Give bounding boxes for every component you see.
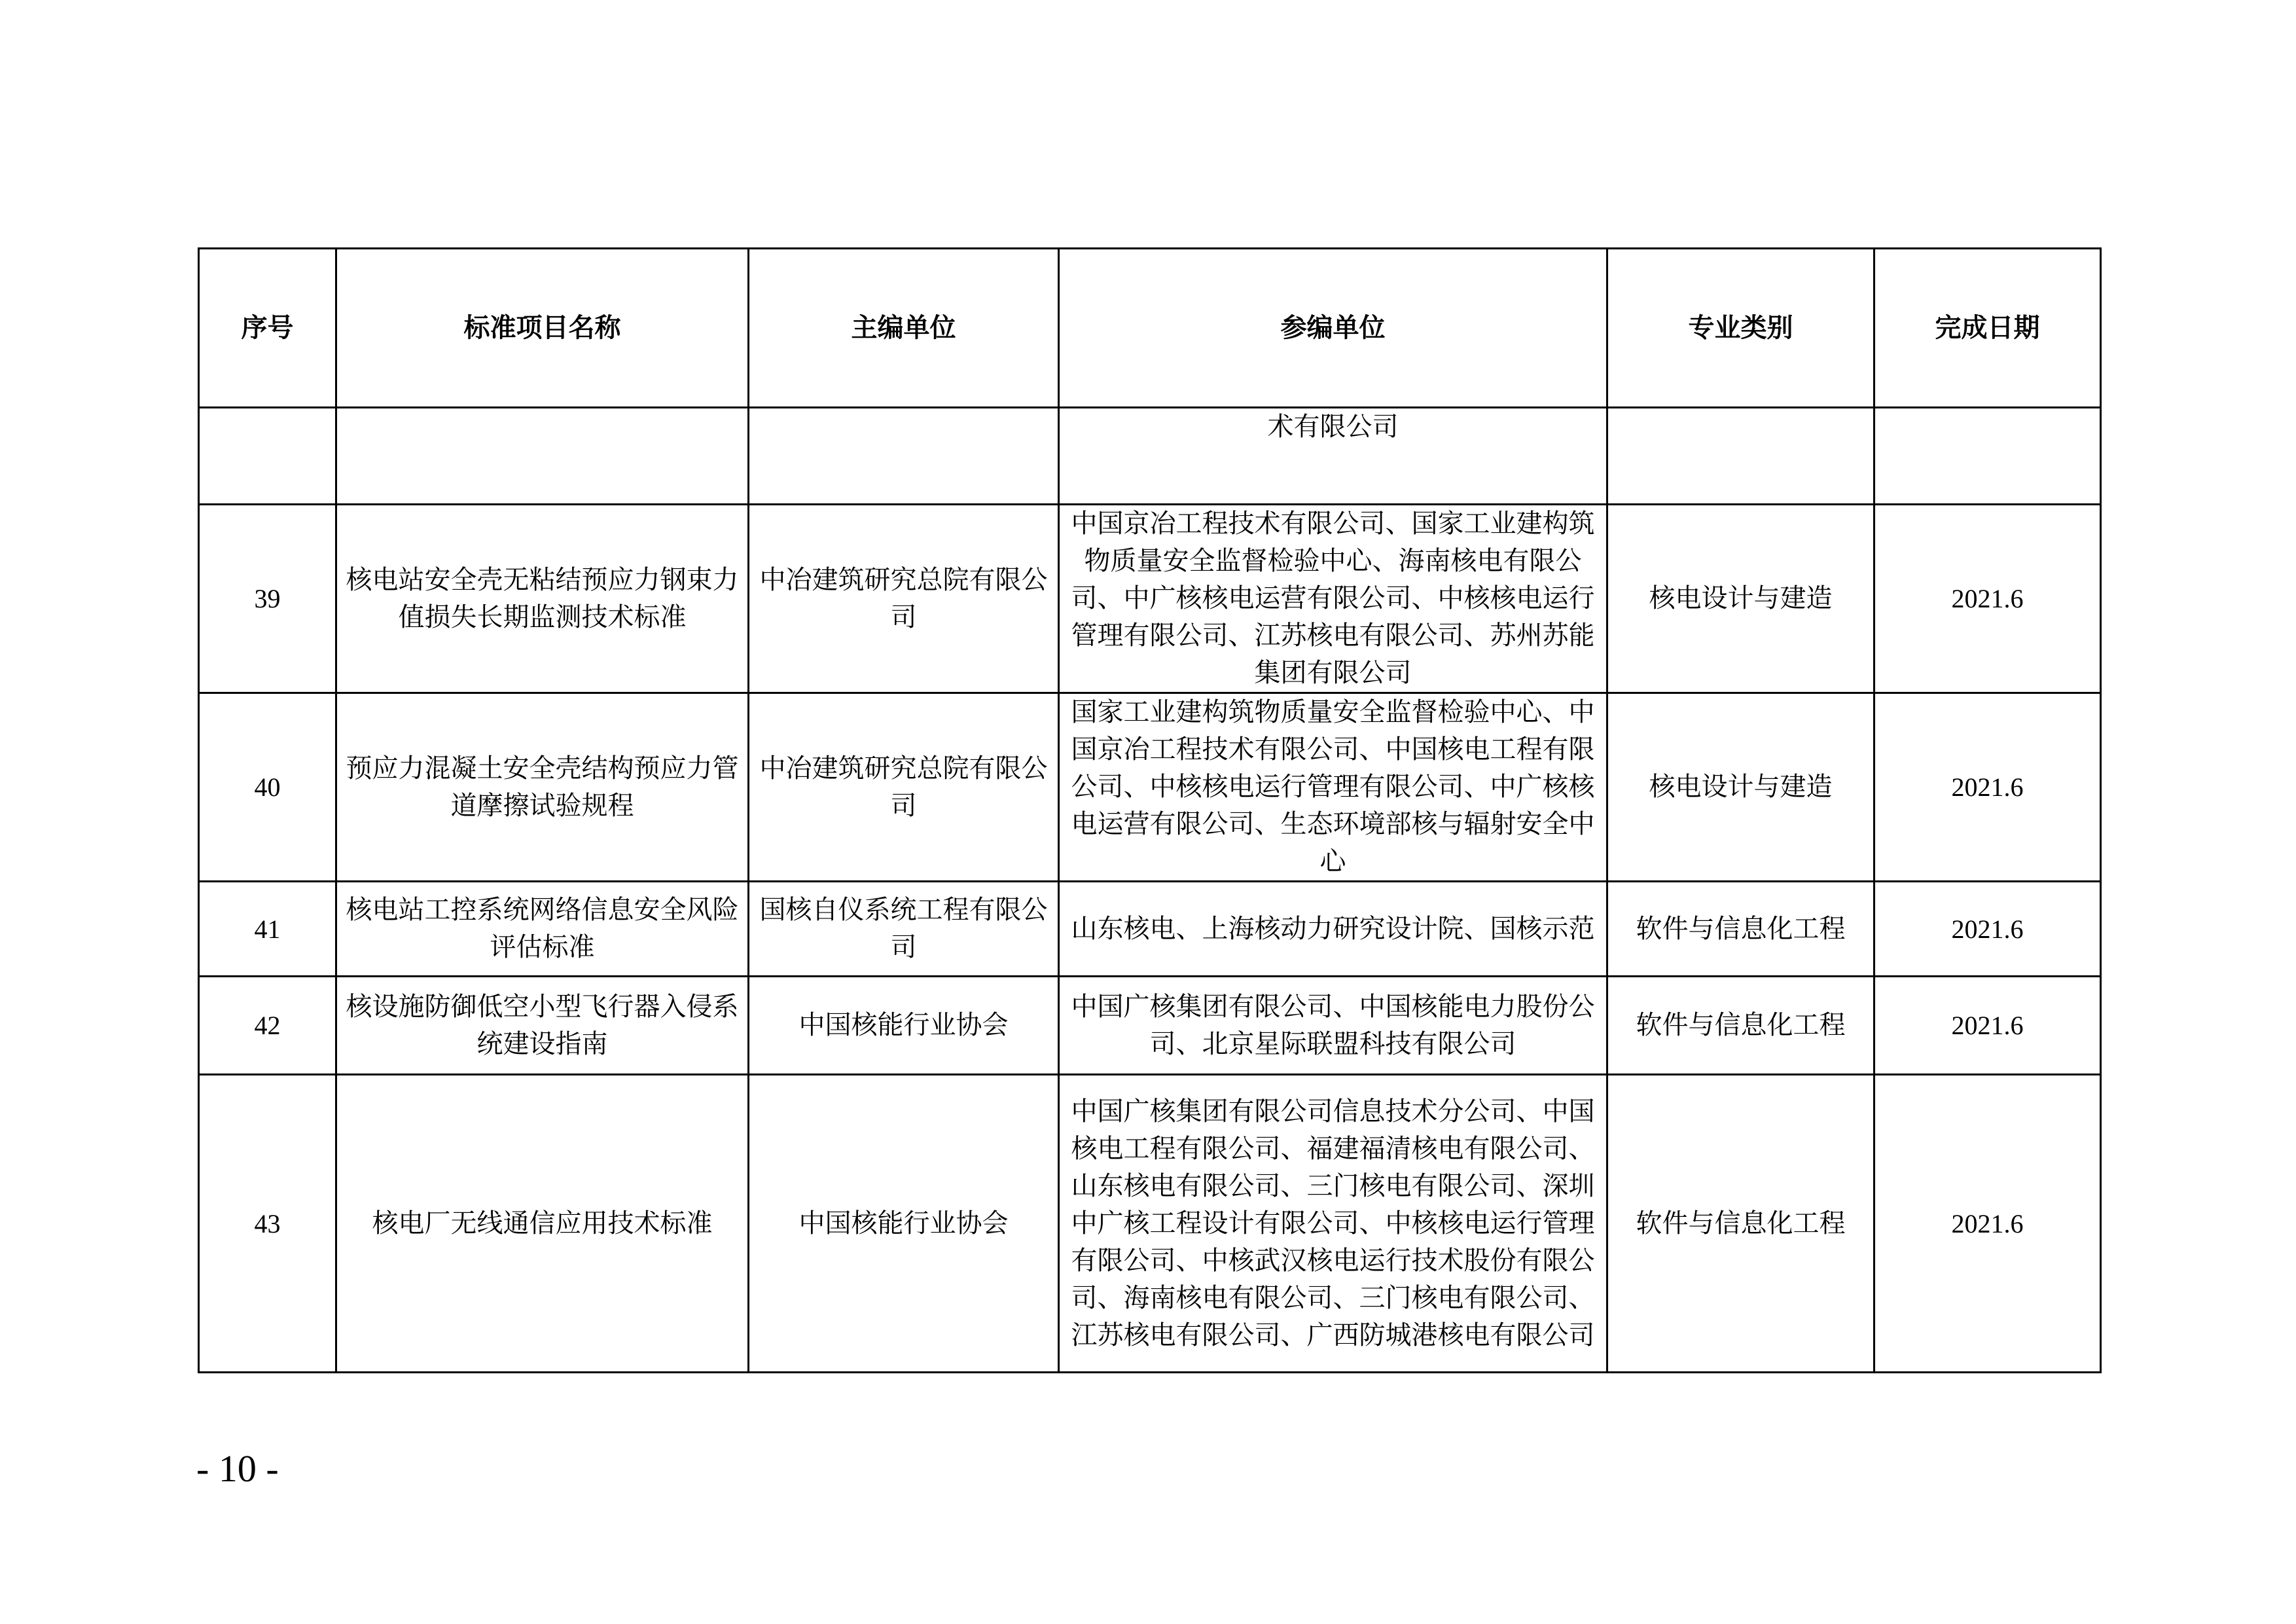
- row-number: 43: [199, 1075, 336, 1373]
- category: 软件与信息化工程: [1607, 1075, 1874, 1373]
- lead-unit: 中冶建筑研究总院有限公司: [749, 505, 1059, 693]
- standard-name: 核电站工控系统网络信息安全风险评估标准: [336, 882, 749, 977]
- category: 核电设计与建造: [1607, 693, 1874, 882]
- completion-date: 2021.6: [1874, 977, 2101, 1075]
- standard-name: 核电厂无线通信应用技术标准: [336, 1075, 749, 1373]
- lead-unit: 国核自仪系统工程有限公司: [749, 882, 1059, 977]
- row-number: 41: [199, 882, 336, 977]
- header-cell: 标准项目名称: [336, 249, 749, 408]
- table-row: [199, 977, 2101, 1075]
- row-number: 39: [199, 505, 336, 693]
- table-row: [199, 505, 2101, 693]
- standard-name: 预应力混凝土安全壳结构预应力管道摩擦试验规程: [336, 693, 749, 882]
- category: 核电设计与建造: [1607, 505, 1874, 693]
- standards-table: [198, 247, 2102, 1373]
- completion-date: 2021.6: [1874, 1075, 2101, 1373]
- participant-units: 中国京冶工程技术有限公司、国家工业建构筑物质量安全监督检验中心、海南核电有限公司、中广核核电运营有限公司、中核核电运行管理有限公司、江苏核电有限公司、苏州苏能集团有限公司: [1059, 505, 1607, 693]
- completion-date: 2021.6: [1874, 693, 2101, 882]
- standard-name: [336, 408, 749, 505]
- row-number: 42: [199, 977, 336, 1075]
- lead-unit: 中国核能行业协会: [749, 1075, 1059, 1373]
- header-cell: 主编单位: [749, 249, 1059, 408]
- header-cell: 专业类别: [1607, 249, 1874, 408]
- row-number: 40: [199, 693, 336, 882]
- participant-units: 中国广核集团有限公司、中国核能电力股份公司、北京星际联盟科技有限公司: [1059, 977, 1607, 1075]
- table-row: [199, 408, 2101, 505]
- participant-units: 山东核电、上海核动力研究设计院、国核示范: [1059, 882, 1607, 977]
- category: 软件与信息化工程: [1607, 882, 1874, 977]
- standard-name: 核设施防御低空小型飞行器入侵系统建设指南: [336, 977, 749, 1075]
- header-cell: 序号: [199, 249, 336, 408]
- participant-units: 术有限公司: [1059, 408, 1607, 505]
- table-row: [199, 1075, 2101, 1373]
- participant-units: 国家工业建构筑物质量安全监督检验中心、中国京冶工程技术有限公司、中国核电工程有限公司、中核核电运行管理有限公司、中广核核电运营有限公司、生态环境部核与辐射安全中心: [1059, 693, 1607, 882]
- header-cell: 参编单位: [1059, 249, 1607, 408]
- completion-date: [1874, 408, 2101, 505]
- standard-name: 核电站安全壳无粘结预应力钢束力值损失长期监测技术标准: [336, 505, 749, 693]
- completion-date: 2021.6: [1874, 882, 2101, 977]
- header-cell: 完成日期: [1874, 249, 2101, 408]
- table-row: [199, 693, 2101, 882]
- category: [1607, 408, 1874, 505]
- category: 软件与信息化工程: [1607, 977, 1874, 1075]
- lead-unit: 中冶建筑研究总院有限公司: [749, 693, 1059, 882]
- table-header-row: [199, 249, 2101, 408]
- table-row: [199, 882, 2101, 977]
- completion-date: 2021.6: [1874, 505, 2101, 693]
- row-number: [199, 408, 336, 505]
- lead-unit: 中国核能行业协会: [749, 977, 1059, 1075]
- lead-unit: [749, 408, 1059, 505]
- page-number: - 10 -: [196, 1447, 279, 1490]
- participant-units: 中国广核集团有限公司信息技术分公司、中国核电工程有限公司、福建福清核电有限公司、山东核电有限公司、三门核电有限公司、深圳中广核工程设计有限公司、中核核电运行管理有限公司、中核武汉核电运行技术股份有限公司、海南核电有限公司、三门核电有限公司、江苏核电有限公司、广西防城港核电有限公司: [1059, 1075, 1607, 1373]
